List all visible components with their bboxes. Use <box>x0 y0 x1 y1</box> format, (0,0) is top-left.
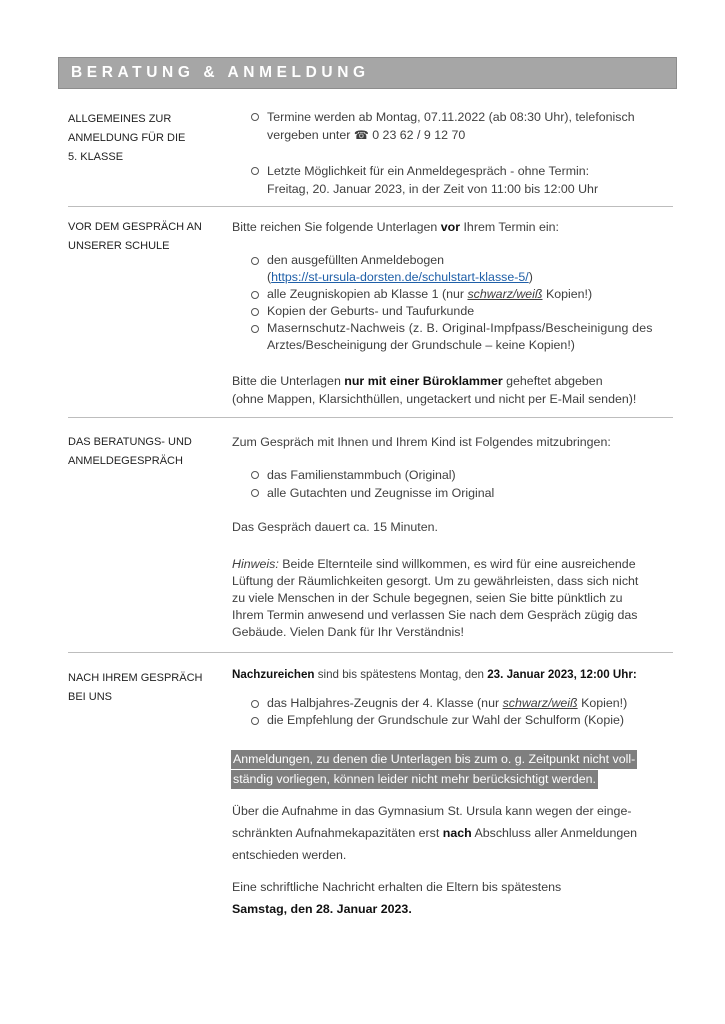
text-fragment: das Halbjahres-Zeugnis der 4. Klasse (nur <box>267 696 500 710</box>
text-line <box>267 269 533 286</box>
section-label-nach-gespraech <box>68 669 228 707</box>
bullet-circle-icon <box>251 254 261 264</box>
bullet-circle-icon <box>251 288 261 298</box>
text-line: zu viele Menschen in der Schule begegnen, seien Sie bitte pünktlich zu <box>232 591 623 605</box>
text-fragment: vergeben unter <box>267 128 351 142</box>
text-line: Lüftung der Räumlichkeiten gesorgt. Um zu gewährleisten, dass sich nicht <box>232 574 639 588</box>
label-line: ANMELDEGESPRÄCH <box>68 455 183 467</box>
bold-text: vor <box>440 220 461 234</box>
text-fragment: Beide Elternteile sind willkommen, es wird für eine ausreichende <box>282 557 636 571</box>
text-line: Eine schriftliche Nachricht erhalten die Eltern bis spätestens <box>232 880 562 894</box>
bullet-circle-icon <box>251 322 261 332</box>
text-line: Ihrem Termin anwesend und verlassen Sie nach dem Gespräch zügig das <box>232 608 638 622</box>
highlighted-warning-line: Anmeldungen, zu denen die Unterlagen bis zum o. g. Zeitpunkt nicht voll- <box>231 750 637 769</box>
text-line <box>232 373 603 390</box>
section-header-bar <box>58 57 677 89</box>
section-label-vor-gespraech <box>68 218 228 256</box>
text-line: Letzte Möglichkeit für ein Anmeldegespräch - ohne Termin: <box>267 164 590 178</box>
section-label-beratung <box>68 433 228 471</box>
text-line: Gebäude. Vielen Dank für Ihr Verständnis! <box>232 625 464 639</box>
label-line: ALLGEMEINES ZUR <box>68 113 172 125</box>
hint-label: Hinweis: <box>232 557 279 571</box>
text-line: Termine werden ab Montag, 07.11.2022 (ab 08:30 Uhr), telefonisch <box>267 110 635 124</box>
label-line: BEI UNS <box>68 691 113 703</box>
divider <box>68 417 673 418</box>
bullet-circle-icon <box>251 164 261 174</box>
text-line <box>232 666 637 683</box>
bullet-circle-icon <box>251 305 261 315</box>
emphasis-text: schwarz/weiß <box>467 287 543 301</box>
registration-form-link[interactable]: https://st-ursula-dorsten.de/schulstart-klasse-5/ <box>271 270 529 284</box>
bold-text: Nachzureichen <box>232 668 315 681</box>
text-line <box>232 556 636 573</box>
text-fragment: Ihrem Termin ein: <box>463 220 559 234</box>
text-line: die Empfehlung der Grundschule zur Wahl der Schulform (Kopie) <box>267 713 624 727</box>
text-fragment: Kopien!) <box>545 287 593 301</box>
divider <box>68 206 673 207</box>
text-line: alle Gutachten und Zeugnisse im Original <box>267 486 495 500</box>
text-line <box>267 286 592 303</box>
label-line: UNSERER SCHULE <box>68 240 170 252</box>
label-line: DAS BERATUNGS- UND <box>68 436 192 448</box>
bullet-circle-icon <box>251 714 261 724</box>
text-line: Über die Aufnahme in das Gymnasium St. Ursula kann wegen der einge- <box>232 804 632 818</box>
text-fragment: sind bis spätestens Montag, den <box>317 668 484 681</box>
text-line: Masernschutz-Nachweis (z. B. Original-Impfpass/Bescheinigung des <box>267 321 653 335</box>
text-line: Kopien der Geburts- und Taufurkunde <box>267 304 475 318</box>
bold-text: nach <box>442 826 472 840</box>
text-line <box>267 695 627 712</box>
text-fragment: geheftet abgeben <box>506 374 603 388</box>
deadline-text: Samstag, den 28. Januar 2023. <box>232 902 412 916</box>
text-fragment: Abschluss aller Anmeldungen <box>474 826 638 840</box>
text-fragment: schränkten Aufnahmekapazitäten erst <box>232 826 440 840</box>
text-line: entschieden werden. <box>232 848 347 862</box>
label-line: NACH IHREM GESPRÄCH <box>68 672 203 684</box>
highlighted-warning-line: ständig vorliegen, können leider nicht mehr berücksichtigt werden. <box>231 770 598 789</box>
text-fragment: ) <box>528 270 533 284</box>
text-fragment: Bitte reichen Sie folgende Unterlagen <box>232 220 438 234</box>
text-line <box>232 825 637 842</box>
text-line <box>267 127 465 144</box>
text-line: das Familienstammbuch (Original) <box>267 468 456 482</box>
bullet-circle-icon <box>251 468 261 478</box>
label-line: ANMELDUNG FÜR DIE <box>68 132 186 144</box>
text-fragment: Bitte die Unterlagen <box>232 374 341 388</box>
text-fragment: ( <box>267 270 272 284</box>
divider <box>68 652 673 653</box>
text-line: (ohne Mappen, Klarsichthüllen, ungetackert und nicht per E-Mail senden)! <box>232 392 637 406</box>
phone-icon: ☎ <box>353 128 369 142</box>
text-line: Zum Gespräch mit Ihnen und Ihrem Kind ist Folgendes mitzubringen: <box>232 435 611 449</box>
page-title: BERATUNG & ANMELDUNG <box>71 64 370 81</box>
bullet-circle-icon <box>251 110 261 120</box>
text-fragment: Kopien!) <box>581 696 628 710</box>
bullet-circle-icon <box>251 486 261 496</box>
phone-number: 0 23 62 / 9 12 70 <box>372 128 466 142</box>
section-label-allgemeines <box>68 110 228 167</box>
bold-text: nur mit einer Büroklammer <box>344 374 503 388</box>
text-line: Arztes/Bescheinigung der Grundschule – keine Kopien!) <box>267 338 575 352</box>
text-fragment: alle Zeugniskopien ab Klasse 1 (nur <box>267 287 464 301</box>
text-line <box>232 219 559 236</box>
bullet-circle-icon <box>251 697 261 707</box>
text-line: Freitag, 20. Januar 2023, in der Zeit von 11:00 bis 12:00 Uhr <box>267 182 599 196</box>
text-line: Das Gespräch dauert ca. 15 Minuten. <box>232 520 438 534</box>
emphasis-text: schwarz/weiß <box>502 696 578 710</box>
label-line: VOR DEM GESPRÄCH AN <box>68 221 202 233</box>
bold-text: 23. Januar 2023, 12:00 Uhr: <box>487 668 637 681</box>
text-line: den ausgefüllten Anmeldebogen <box>267 253 445 267</box>
label-line: 5. KLASSE <box>68 151 124 163</box>
